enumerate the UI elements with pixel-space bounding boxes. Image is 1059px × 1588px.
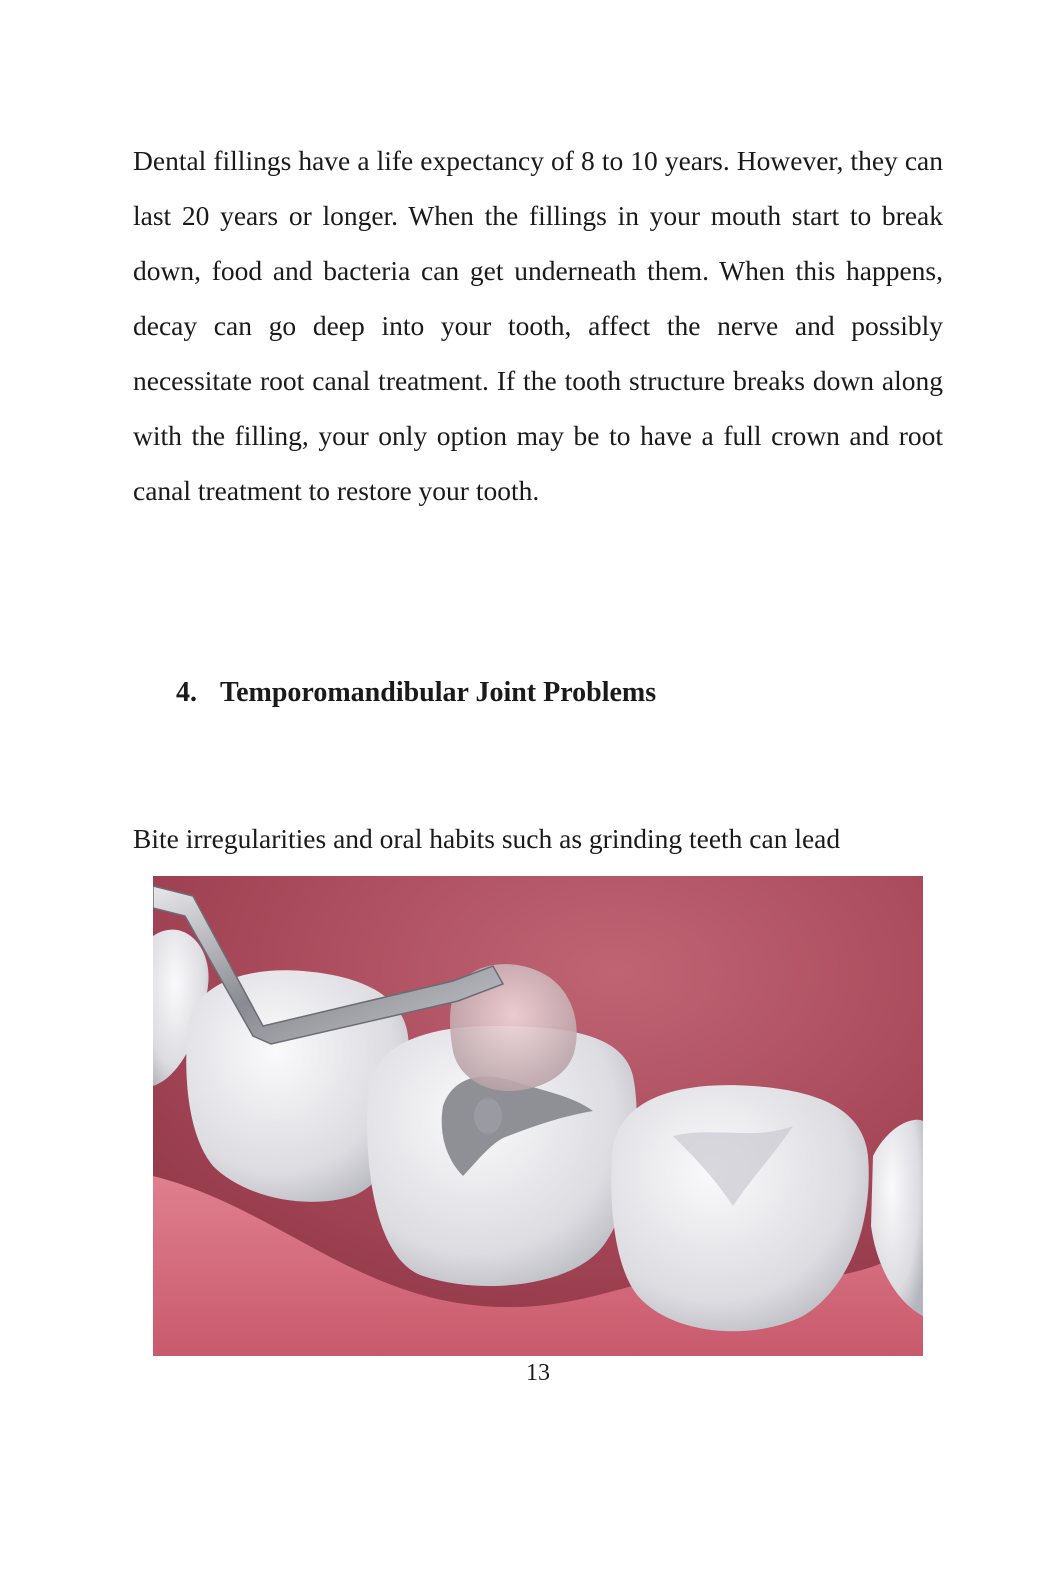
filling-tip bbox=[474, 1098, 502, 1134]
section-heading bbox=[176, 668, 656, 718]
page-number: 13 bbox=[526, 1360, 550, 1386]
heading-number: 4. bbox=[176, 677, 197, 708]
heading-title: Temporomandibular Joint Problems bbox=[220, 677, 657, 708]
dental-filling-illustration bbox=[153, 876, 923, 1356]
paragraph-bite-irregularities: Bite irregularities and oral habits such as grinding teeth can lead bbox=[133, 823, 841, 854]
paragraph-dental-fillings: Dental fillings have a life expectancy of 8 to 10 years. However, they can last 20 years or longer. When the fillings in your mouth start to break down, food and bacteria can get underneath them. When this happens, decay can go deep into your tooth, affect the nerve and possibly necessitate root canal treatment. If the tooth structure breaks down along with the filling, your only option may be to have a full crown and root canal treatment to restore your tooth. bbox=[133, 145, 943, 506]
